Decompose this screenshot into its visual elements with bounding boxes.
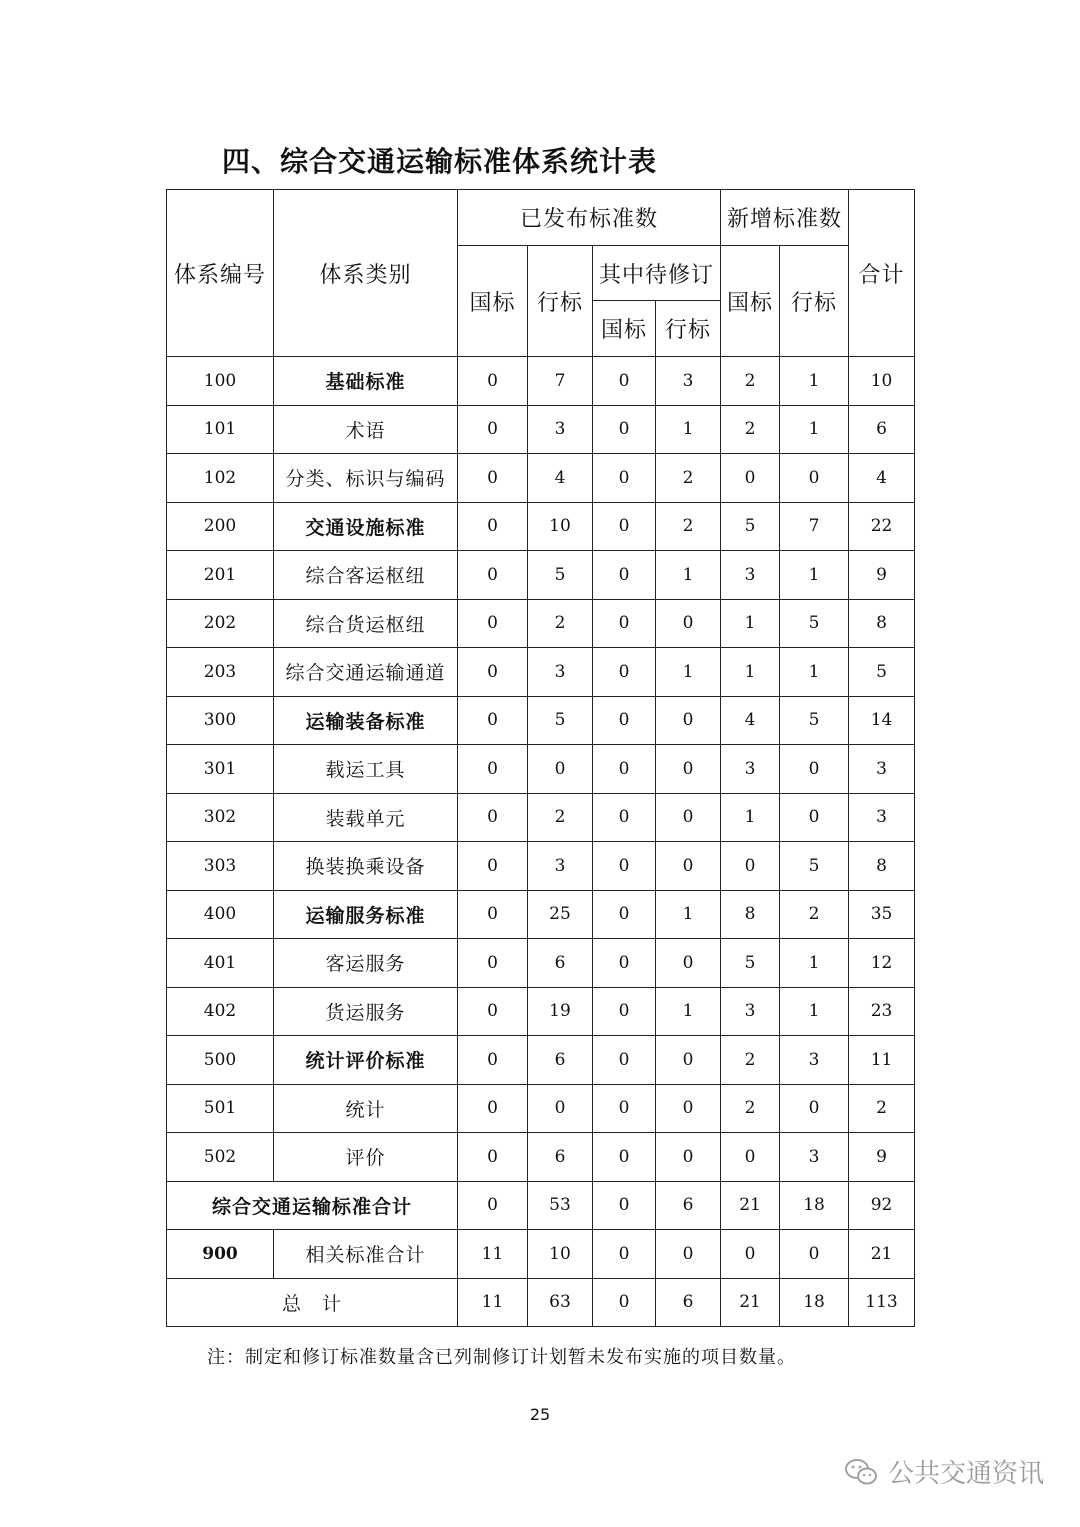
- cell-category: 基础标准: [274, 357, 458, 406]
- cell-new-gb: 5: [721, 502, 780, 551]
- cell-published-gb: 0: [458, 502, 528, 551]
- cell-new-gb: 2: [721, 1084, 780, 1133]
- cell-total: 3: [849, 793, 915, 842]
- cell-published-hb: 2: [528, 793, 593, 842]
- cell-new-hb: 5: [780, 599, 849, 648]
- footnote: 注：制定和修订标准数量含已列制修订计划暂未发布实施的项目数量。: [207, 1347, 796, 1368]
- cell-pending-hb: 0: [656, 599, 721, 648]
- cell-pending-gb: 0: [593, 1036, 656, 1085]
- cell-total: 5: [849, 648, 915, 697]
- table-row: [167, 793, 915, 842]
- cell-code: 303: [167, 842, 274, 891]
- cell-category: 运输装备标准: [274, 696, 458, 745]
- table-row: [167, 551, 915, 600]
- page-title: 四、综合交通运输标准体系统计表: [222, 145, 658, 178]
- cell-new-gb: 1: [721, 599, 780, 648]
- cell-published-gb: 0: [458, 987, 528, 1036]
- cell-total: 6: [849, 405, 915, 454]
- cell-new-gb: 1: [721, 648, 780, 697]
- cell-total: 8: [849, 599, 915, 648]
- cell-pending-gb: 0: [593, 405, 656, 454]
- cell-pending-gb: 0: [593, 939, 656, 988]
- grand-total-new-hb: 18: [780, 1278, 849, 1327]
- cell-code: 100: [167, 357, 274, 406]
- cell-category: 分类、标识与编码: [274, 454, 458, 503]
- cell-published-hb: 19: [528, 987, 593, 1036]
- cell-pending-hb: 0: [656, 842, 721, 891]
- cell-new-gb: 0: [721, 1133, 780, 1182]
- cell-new-hb: 1: [780, 551, 849, 600]
- cell-published-gb: 0: [458, 745, 528, 794]
- cell-total: 9: [849, 551, 915, 600]
- wechat-icon: [844, 1458, 878, 1486]
- cell-new-hb: 5: [780, 696, 849, 745]
- cell-category: 评价: [274, 1133, 458, 1182]
- cell-published-gb: 0: [458, 1036, 528, 1085]
- cell-published-gb: 0: [458, 1084, 528, 1133]
- group-row: [167, 357, 915, 406]
- subtotal-pending-hb: 6: [656, 1181, 721, 1230]
- header-pending-hb: 行标: [656, 301, 721, 357]
- related-row: [167, 1230, 915, 1279]
- cell-new-gb: 4: [721, 696, 780, 745]
- cell-pending-hb: 0: [656, 1133, 721, 1182]
- subtotal-label: 综合交通运输标准合计: [167, 1181, 458, 1230]
- related-new-gb: 0: [721, 1230, 780, 1279]
- header-new: 新增标准数: [721, 190, 849, 246]
- cell-code: 203: [167, 648, 274, 697]
- cell-code: 502: [167, 1133, 274, 1182]
- group-row: [167, 890, 915, 939]
- cell-published-gb: 0: [458, 939, 528, 988]
- table-footer: [167, 1181, 915, 1327]
- grand-total-row: [167, 1278, 915, 1327]
- cell-new-gb: 2: [721, 1036, 780, 1085]
- cell-pending-gb: 0: [593, 842, 656, 891]
- cell-pending-gb: 0: [593, 745, 656, 794]
- cell-published-hb: 0: [528, 745, 593, 794]
- cell-new-hb: 1: [780, 987, 849, 1036]
- grand-total-gb: 11: [458, 1278, 528, 1327]
- cell-published-hb: 7: [528, 357, 593, 406]
- cell-new-hb: 3: [780, 1133, 849, 1182]
- cell-category: 交通设施标准: [274, 502, 458, 551]
- cell-published-hb: 25: [528, 890, 593, 939]
- cell-category: 统计评价标准: [274, 1036, 458, 1085]
- cell-new-hb: 0: [780, 454, 849, 503]
- cell-published-gb: 0: [458, 1133, 528, 1182]
- watermark: [844, 1453, 1044, 1490]
- cell-total: 4: [849, 454, 915, 503]
- cell-code: 200: [167, 502, 274, 551]
- cell-new-gb: 0: [721, 454, 780, 503]
- grand-total-pending-gb: 0: [593, 1278, 656, 1327]
- subtotal-hb: 53: [528, 1181, 593, 1230]
- cell-total: 23: [849, 987, 915, 1036]
- cell-published-gb: 0: [458, 357, 528, 406]
- cell-published-hb: 5: [528, 551, 593, 600]
- subtotal-pending-gb: 0: [593, 1181, 656, 1230]
- cell-category: 综合客运枢纽: [274, 551, 458, 600]
- cell-pending-hb: 2: [656, 454, 721, 503]
- group-row: [167, 502, 915, 551]
- table-row: [167, 454, 915, 503]
- cell-total: 22: [849, 502, 915, 551]
- cell-pending-gb: 0: [593, 890, 656, 939]
- related-gb: 11: [458, 1230, 528, 1279]
- cell-pending-hb: 0: [656, 793, 721, 842]
- header-published-hb: 行标: [528, 246, 593, 357]
- cell-published-hb: 4: [528, 454, 593, 503]
- subtotal-new-hb: 18: [780, 1181, 849, 1230]
- cell-code: 400: [167, 890, 274, 939]
- table-row: [167, 987, 915, 1036]
- cell-published-hb: 6: [528, 1036, 593, 1085]
- related-total: 21: [849, 1230, 915, 1279]
- cell-new-hb: 1: [780, 357, 849, 406]
- group-row: [167, 1036, 915, 1085]
- cell-total: 2: [849, 1084, 915, 1133]
- cell-new-gb: 0: [721, 842, 780, 891]
- cell-pending-hb: 0: [656, 696, 721, 745]
- cell-published-hb: 0: [528, 1084, 593, 1133]
- table-header: [167, 190, 915, 357]
- subtotal-row: [167, 1181, 915, 1230]
- related-category: 相关标准合计: [274, 1230, 458, 1279]
- cell-category: 术语: [274, 405, 458, 454]
- related-new-hb: 0: [780, 1230, 849, 1279]
- table-row: [167, 1133, 915, 1182]
- header-category: 体系类别: [274, 190, 458, 357]
- cell-pending-hb: 0: [656, 745, 721, 794]
- cell-category: 载运工具: [274, 745, 458, 794]
- cell-pending-gb: 0: [593, 1084, 656, 1133]
- cell-pending-hb: 1: [656, 551, 721, 600]
- cell-published-gb: 0: [458, 454, 528, 503]
- cell-published-gb: 0: [458, 551, 528, 600]
- cell-new-gb: 8: [721, 890, 780, 939]
- cell-new-hb: 1: [780, 648, 849, 697]
- cell-published-hb: 2: [528, 599, 593, 648]
- cell-pending-gb: 0: [593, 551, 656, 600]
- standards-statistics-table: [166, 189, 915, 1327]
- cell-code: 102: [167, 454, 274, 503]
- table-row: [167, 1084, 915, 1133]
- subtotal-new-gb: 21: [721, 1181, 780, 1230]
- cell-new-gb: 3: [721, 745, 780, 794]
- related-pending-hb: 0: [656, 1230, 721, 1279]
- cell-code: 302: [167, 793, 274, 842]
- cell-new-gb: 5: [721, 939, 780, 988]
- cell-published-gb: 0: [458, 696, 528, 745]
- grand-total-hb: 63: [528, 1278, 593, 1327]
- cell-pending-gb: 0: [593, 454, 656, 503]
- cell-code: 301: [167, 745, 274, 794]
- cell-new-hb: 1: [780, 939, 849, 988]
- cell-new-hb: 0: [780, 745, 849, 794]
- cell-category: 综合货运枢纽: [274, 599, 458, 648]
- cell-pending-hb: 1: [656, 890, 721, 939]
- cell-published-gb: 0: [458, 842, 528, 891]
- cell-total: 8: [849, 842, 915, 891]
- table-row: [167, 648, 915, 697]
- cell-total: 3: [849, 745, 915, 794]
- cell-pending-hb: 1: [656, 648, 721, 697]
- cell-published-hb: 3: [528, 405, 593, 454]
- cell-code: 401: [167, 939, 274, 988]
- cell-code: 101: [167, 405, 274, 454]
- related-code: 900: [167, 1230, 274, 1279]
- cell-pending-gb: 0: [593, 502, 656, 551]
- cell-new-hb: 0: [780, 1084, 849, 1133]
- header-published: 已发布标准数: [458, 190, 721, 246]
- grand-total-new-gb: 21: [721, 1278, 780, 1327]
- cell-category: 统计: [274, 1084, 458, 1133]
- header-code: 体系编号: [167, 190, 274, 357]
- cell-published-hb: 6: [528, 939, 593, 988]
- cell-category: 综合交通运输通道: [274, 648, 458, 697]
- cell-pending-hb: 3: [656, 357, 721, 406]
- cell-code: 500: [167, 1036, 274, 1085]
- subtotal-total: 92: [849, 1181, 915, 1230]
- cell-total: 12: [849, 939, 915, 988]
- grand-total-total: 113: [849, 1278, 915, 1327]
- cell-pending-hb: 2: [656, 502, 721, 551]
- cell-category: 货运服务: [274, 987, 458, 1036]
- cell-published-gb: 0: [458, 793, 528, 842]
- table-row: [167, 842, 915, 891]
- cell-pending-hb: 0: [656, 1036, 721, 1085]
- cell-published-gb: 0: [458, 405, 528, 454]
- cell-code: 300: [167, 696, 274, 745]
- cell-pending-gb: 0: [593, 357, 656, 406]
- table-body: [167, 357, 915, 1182]
- cell-code: 402: [167, 987, 274, 1036]
- table-row: [167, 939, 915, 988]
- cell-new-hb: 1: [780, 405, 849, 454]
- cell-code: 201: [167, 551, 274, 600]
- table-row: [167, 405, 915, 454]
- header-new-gb: 国标: [721, 246, 780, 357]
- header-published-gb: 国标: [458, 246, 528, 357]
- table-row: [167, 599, 915, 648]
- cell-published-hb: 5: [528, 696, 593, 745]
- cell-category: 运输服务标准: [274, 890, 458, 939]
- cell-new-gb: 2: [721, 357, 780, 406]
- header-pending: 其中待修订: [593, 246, 721, 301]
- cell-new-hb: 5: [780, 842, 849, 891]
- cell-pending-hb: 0: [656, 1084, 721, 1133]
- header-new-hb: 行标: [780, 246, 849, 357]
- cell-new-gb: 3: [721, 987, 780, 1036]
- cell-pending-gb: 0: [593, 599, 656, 648]
- cell-published-gb: 0: [458, 599, 528, 648]
- cell-published-gb: 0: [458, 648, 528, 697]
- cell-published-hb: 3: [528, 842, 593, 891]
- grand-total-label: 总 计: [167, 1278, 458, 1327]
- subtotal-gb: 0: [458, 1181, 528, 1230]
- grand-total-pending-hb: 6: [656, 1278, 721, 1327]
- cell-pending-gb: 0: [593, 648, 656, 697]
- cell-total: 10: [849, 357, 915, 406]
- related-hb: 10: [528, 1230, 593, 1279]
- cell-pending-gb: 0: [593, 793, 656, 842]
- cell-pending-gb: 0: [593, 696, 656, 745]
- related-pending-gb: 0: [593, 1230, 656, 1279]
- cell-new-gb: 2: [721, 405, 780, 454]
- cell-pending-hb: 1: [656, 987, 721, 1036]
- cell-new-hb: 2: [780, 890, 849, 939]
- page-number: 25: [529, 1405, 551, 1424]
- cell-category: 装载单元: [274, 793, 458, 842]
- header-pending-gb: 国标: [593, 301, 656, 357]
- cell-published-hb: 6: [528, 1133, 593, 1182]
- cell-total: 9: [849, 1133, 915, 1182]
- cell-pending-hb: 0: [656, 939, 721, 988]
- cell-new-gb: 1: [721, 793, 780, 842]
- watermark-text: 公共交通资讯: [887, 1459, 1044, 1489]
- cell-new-gb: 3: [721, 551, 780, 600]
- cell-new-hb: 0: [780, 793, 849, 842]
- cell-code: 202: [167, 599, 274, 648]
- cell-new-hb: 3: [780, 1036, 849, 1085]
- group-row: [167, 696, 915, 745]
- cell-published-hb: 10: [528, 502, 593, 551]
- cell-pending-gb: 0: [593, 987, 656, 1036]
- cell-total: 14: [849, 696, 915, 745]
- table-row: [167, 745, 915, 794]
- cell-code: 501: [167, 1084, 274, 1133]
- cell-published-gb: 0: [458, 890, 528, 939]
- cell-category: 换装换乘设备: [274, 842, 458, 891]
- cell-pending-hb: 1: [656, 405, 721, 454]
- header-total: 合计: [849, 190, 915, 357]
- cell-published-hb: 3: [528, 648, 593, 697]
- cell-new-hb: 7: [780, 502, 849, 551]
- cell-category: 客运服务: [274, 939, 458, 988]
- cell-pending-gb: 0: [593, 1133, 656, 1182]
- cell-total: 35: [849, 890, 915, 939]
- cell-total: 11: [849, 1036, 915, 1085]
